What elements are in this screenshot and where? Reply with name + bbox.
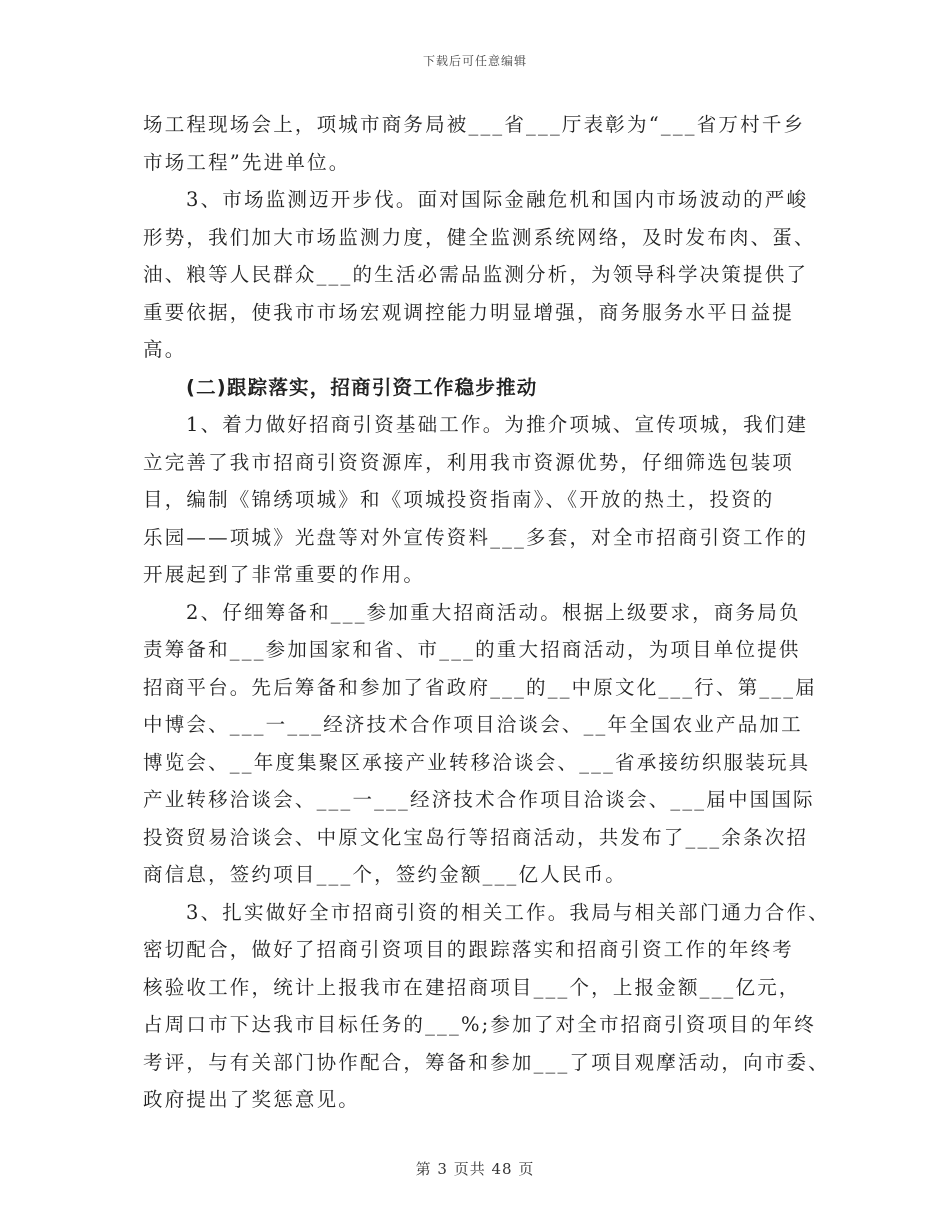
text-line: 责筹备和___参加国家和省、市___的重大招商活动，为项目单位提供 — [143, 638, 801, 661]
text-line: 密切配合，做好了招商引资项目的跟踪落实和招商引资工作的年终考 — [143, 938, 795, 961]
text-line: 乐园——项城》光盘等对外宣传资料___多套，对全市招商引资工作的 — [143, 525, 809, 549]
text-line: 政府提出了奖惩意见。 — [143, 1088, 361, 1111]
text-line: 立完善了我市招商引资资源库，利用我市资源优势，仔细筛选包装项 — [143, 450, 795, 474]
text-line: 目，编制《锦绣项城》和《项城投资指南》、《开放的热土，投资的 — [143, 488, 775, 511]
text-line: 占周口市下达我市目标任务的___%;参加了对全市招商引资项目的年终 — [143, 1013, 816, 1036]
document-body — [143, 106, 830, 1119]
text-line: 油、粮等人民群众___的生活必需品监测分析，为领导科学决策提供了 — [143, 263, 809, 286]
text-line: 考评，与有关部门协作配合，筹备和参加___了项目观摩活动，向市委、 — [143, 1050, 830, 1074]
text-line: 3、扎实做好全市招商引资的相关工作。我局与相关部门通力合作、 — [186, 900, 830, 924]
text-line: 3、市场监测迈开步伐。面对国际金融危机和国内市场波动的严峻 — [186, 188, 809, 211]
text-line: 2、仔细筹备和___参加重大招商活动。根据上级要求，商务局负 — [186, 600, 801, 624]
text-line: 高。 — [143, 338, 187, 361]
text-line: 1、着力做好招商引资基础工作。为推介项城、宣传项城，我们建 — [186, 413, 809, 436]
text-line: 投资贸易洽谈会、中原文化宝岛行等招商活动，共发布了___余条次招 — [143, 825, 809, 849]
text-line: 招商平台。先后筹备和参加了省政府___的__中原文化___行、第___届 — [143, 675, 817, 699]
text-line: 中博会、___一___经济技术合作项目洽谈会、__年全国农业产品加工 — [143, 713, 803, 736]
text-line: 场工程现场会上，项城市商务局被___省___厅表彰为“___省万村千乡 — [143, 113, 806, 136]
text-line: 核验收工作，统计上报我市在建招商项目___个，上报金额___亿元， — [143, 975, 801, 999]
text-line: 重要依据，使我市市场宏观调控能力明显增强，商务服务水平日益提 — [143, 300, 795, 324]
section-heading: (二)跟踪落实，招商引资工作稳步推动 — [186, 375, 538, 399]
text-line: 商信息，签约项目___个，签约金额___亿人民币。 — [143, 863, 628, 886]
text-line: 形势，我们加大市场监测力度，健全监测系统网络，及时发布肉、蛋、 — [143, 225, 816, 249]
text-line: 博览会、__年度集聚区承接产业转移洽谈会、___省承接纺织服装玩具 — [143, 750, 811, 774]
text-line: 产业转移洽谈会、___一___经济技术合作项目洽谈会、___届中国国际 — [143, 788, 815, 811]
page-header: 下载后可任意编辑 — [422, 54, 527, 68]
text-line: 市场工程”先进单位。 — [143, 150, 351, 174]
text-line: 开展起到了非常重要的作用。 — [143, 563, 426, 586]
page-footer: 第 3 页共 48 页 — [415, 1160, 535, 1178]
